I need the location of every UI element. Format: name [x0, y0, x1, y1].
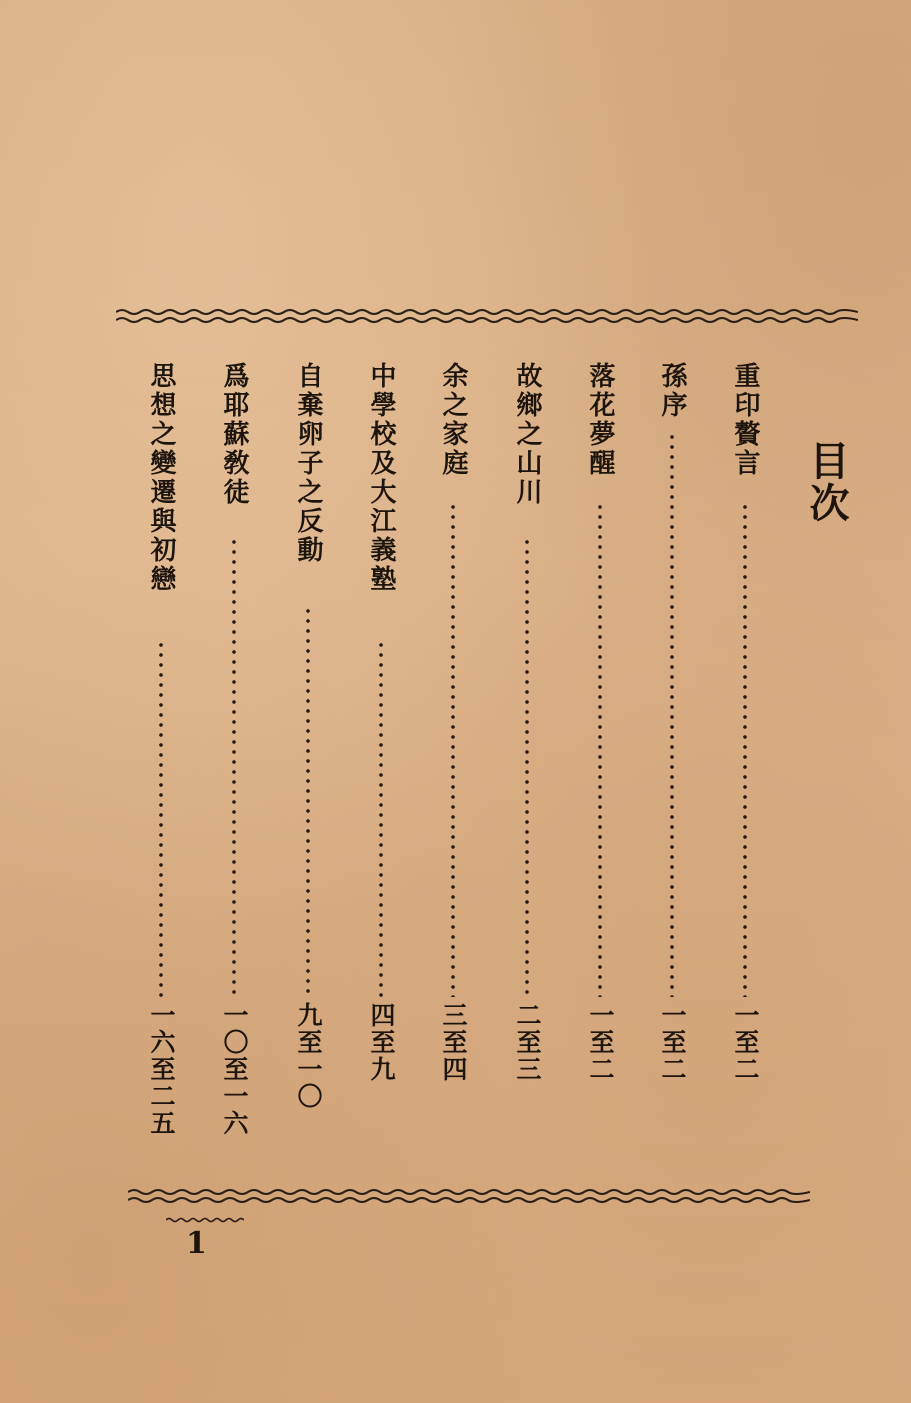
toc-entry-title: 自棄卵子之反動 [293, 362, 323, 565]
dot-leader [232, 537, 236, 997]
toc-entry [510, 362, 544, 1152]
page-number: 1 [186, 1226, 207, 1261]
folio-ornament [166, 1216, 244, 1224]
toc-entry-title: 重印贅言 [730, 362, 760, 478]
dot-leader [598, 502, 602, 997]
toc-entry [728, 362, 762, 1152]
toc-entry-pages: 一至二 [586, 1002, 615, 1083]
toc-entry-title: 思想之變遷與初戀 [146, 362, 176, 594]
top-ornamental-rule [116, 306, 858, 326]
dot-leader [451, 502, 455, 997]
toc-entry [144, 362, 178, 1152]
toc-entry-title: 余之家庭 [438, 362, 468, 478]
toc-entry [217, 362, 251, 1152]
toc-entry-pages: 一六至二五 [147, 1002, 176, 1137]
dot-leader [159, 640, 163, 997]
toc-entry-title: 中學校及大江義塾 [366, 362, 396, 594]
page-title: 目次 [803, 440, 850, 524]
toc-entry [583, 362, 617, 1152]
toc-entry [655, 362, 689, 1152]
toc-entry [291, 362, 325, 1152]
dot-leader [379, 640, 383, 997]
toc-entry-pages: 一〇至一六 [220, 1002, 249, 1137]
toc-entry-pages: 一至二 [731, 1002, 760, 1083]
toc-entry-title: 孫序 [657, 362, 687, 420]
toc-entry-title: 故鄉之山川 [512, 362, 542, 507]
toc-entry-title: 爲耶蘇敎徒 [219, 362, 249, 507]
toc-entry-pages: 三至四 [439, 1002, 468, 1083]
toc-entry-title: 落花夢醒 [585, 362, 615, 478]
dot-leader [670, 432, 674, 997]
dot-leader [743, 502, 747, 997]
toc-entry-pages: 二至三 [513, 1002, 542, 1083]
dot-leader [306, 606, 310, 997]
toc-entry [436, 362, 470, 1152]
toc-entry-pages: 四至九 [367, 1002, 396, 1083]
toc-entry [364, 362, 398, 1152]
dot-leader [525, 537, 529, 997]
bottom-ornamental-rule [128, 1186, 810, 1206]
toc-entry-pages: 九至一〇 [294, 1002, 323, 1110]
toc-entry-pages: 一至二 [658, 1002, 687, 1083]
